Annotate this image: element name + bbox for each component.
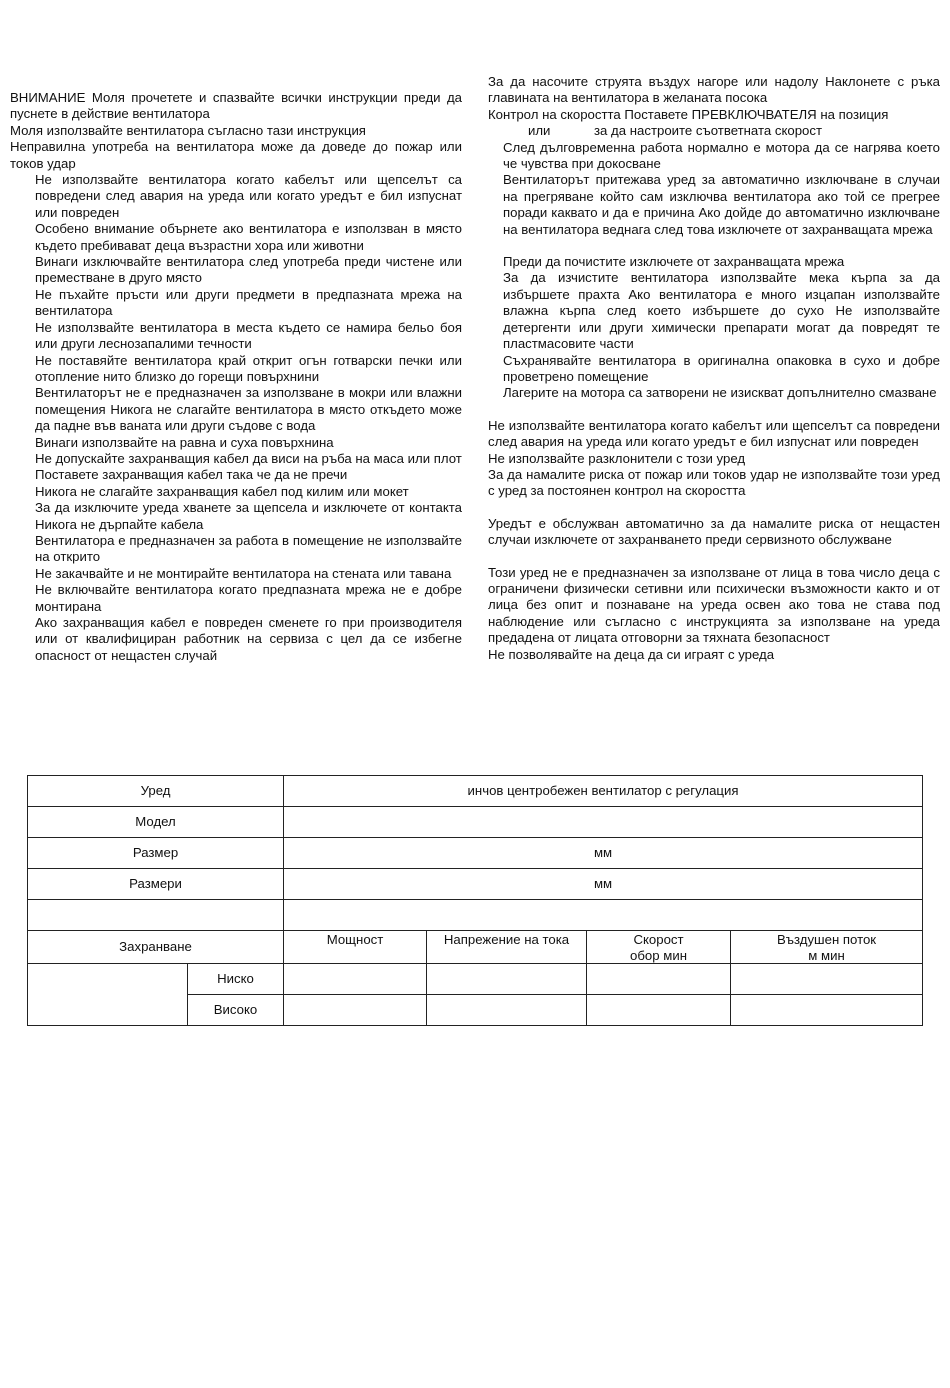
- empty-cell: [427, 995, 587, 1026]
- warning-item: Поставете захранващия кабел така че да не пречи: [35, 467, 348, 483]
- cleaning-item: Съхранявайте вентилатора в оригинална опаковка в сухо и добре проветрено помещение: [503, 352, 940, 384]
- empty-cell: [731, 995, 923, 1026]
- table-header-row: [28, 931, 923, 964]
- device-label: Уред: [28, 776, 284, 807]
- operation-item: След дълговременна работа нормално е мотора да се нагрява което че чувства при докосване: [503, 139, 940, 172]
- warning-item: Вентилатора е предназначен за работа в помещение не използвайте на открито: [35, 532, 462, 565]
- empty-cell: [587, 964, 731, 995]
- device-value: инчов центробежен вентилатор с регулация: [284, 776, 923, 807]
- empty-cell: [284, 964, 427, 995]
- model-label: Модел: [28, 807, 284, 838]
- speed-header-line1: Скорост: [633, 932, 684, 947]
- size-label: Размер: [28, 838, 284, 869]
- left-column: [10, 90, 462, 664]
- service-text: Уредът е обслужван автоматично за да намалите риска от нещастен случаи изключете от захранването преди сервизното обслужване: [488, 515, 940, 548]
- warning-item: Не използвайте вентилатора когато кабелът или щепселът са повредени след авария на уреда или когато уредът е бил изпуснат или повреден: [35, 172, 462, 220]
- spacer: [488, 238, 940, 254]
- row-label-low: Ниско: [188, 964, 284, 995]
- speed-mode-or: или: [528, 123, 551, 139]
- column-header-speed: [587, 931, 731, 964]
- warning-item: Винаги използвайте на равна и суха повърхнина: [35, 434, 334, 450]
- table-row: [28, 869, 923, 900]
- empty-cell: [28, 964, 188, 1026]
- warning-item: Не поставяйте вентилатора край открит огън готварски печки или отопление нито близко до горещи повърхнини: [35, 352, 462, 384]
- operation-item: Вентилаторът притежава уред за автоматично изключване в случаи на прегряване който сам изключва вентилатора ако той се прегрее поради каквато и да е причина Ако дойде до автоматично изключване на вентилатора веднага след това изключете от захранващата мрежа: [503, 172, 940, 237]
- row-label-high: Високо: [188, 995, 284, 1026]
- blank-value: [284, 900, 923, 931]
- table-row: [28, 838, 923, 869]
- dimensions-value: мм: [284, 869, 923, 900]
- column-header-airflow: [731, 931, 923, 964]
- safety-item: Не използвайте разклонители с този уред: [488, 450, 746, 466]
- cleaning-item: Преди да почистите изключете от захранващата мрежа: [503, 254, 845, 270]
- warning-item: Не използвайте вентилатора в места където се намира бельо боя или други леснозапалими течности: [35, 319, 462, 352]
- persons-text: Този уред не е предназначен за използване от лица в това число деца с ограничени физически сетивни или психически възможности както и от лица без опит и познаване на уреда освен ако това не става под наблюдение или съгласно с инструкцията за използване на уреда предадена от лицата отговорни за тяхната безопасност: [488, 564, 940, 646]
- warning-item: Не пъхайте пръсти или други предмети в предпазната мрежа на вентилатора: [35, 286, 462, 319]
- empty-cell: [731, 964, 923, 995]
- warning-item: За да изключите уреда хванете за щепсела и изключете от контакта Никога не дърпайте кабела: [35, 500, 462, 532]
- table-row: [28, 964, 923, 995]
- safety-item: За да намалите риска от пожар или токов удар не използвайте този уред с уред за постоянен контрол на скоростта: [488, 466, 940, 499]
- warning-item: Особено внимание обърнете ако вентилатора е използван в място където пребивават деца възрастни хора или животни: [35, 221, 462, 253]
- airflow-direction-text: За да насочите струята въздух нагоре или надолу Наклонете с ръка главината на вентилатора в желаната посока: [488, 74, 940, 106]
- spacer: [488, 500, 940, 516]
- spacer: [488, 402, 940, 418]
- model-value: [284, 807, 923, 838]
- column-header-voltage: Напрежение на тока: [427, 931, 587, 964]
- warning-item: Не включвайте вентилатора когато предпазната мрежа не е добре монтирана: [35, 582, 462, 614]
- size-value: мм: [284, 838, 923, 869]
- intro-warning: ВНИМАНИЕ Моля прочетете и спазвайте всички инструкции преди да пуснете в действие вентилатора: [10, 90, 462, 122]
- table-row: [28, 900, 923, 931]
- warning-item: Вентилаторът не е предназначен за използване в мокри или влажни помещения Никога не слагайте вентилатора в място откъдето може да падне във ваната или други съдове с вода: [35, 385, 462, 434]
- airflow-header-line1: Въздушен поток: [776, 932, 877, 947]
- dimensions-label: Размери: [28, 869, 284, 900]
- warning-item: Не допускайте захранващия кабел да виси на ръба на маса или плот: [35, 450, 462, 466]
- table-row: [28, 776, 923, 807]
- blank-label: [28, 900, 284, 931]
- intro-use-per-instructions: Моля използвайте вентилатора съгласно тази инструкция: [10, 122, 366, 138]
- empty-cell: [587, 995, 731, 1026]
- spacer: [488, 549, 940, 565]
- warning-item: Не закачвайте и не монтирайте вентилатора на стената или тавана: [35, 565, 452, 581]
- empty-cell: [427, 964, 587, 995]
- power-supply-label: Захранване: [28, 931, 284, 964]
- warning-item: Винаги изключвайте вентилатора след употреба преди чистене или преместване в друго място: [35, 254, 462, 286]
- safety-item: Не използвайте вентилатора когато кабелът или щепселът са повредени след авария на уреда или когато уредът е бил изпуснат или повреден: [488, 417, 940, 450]
- cleaning-item: Лагерите на мотора са затворени не изискват допълнително смазване: [503, 385, 937, 401]
- children-text: Не позволявайте на деца да си играят с уреда: [488, 646, 775, 662]
- speed-mode-note: за да настроите съответната скорост: [594, 123, 822, 139]
- speed-control-text: Контрол на скоростта Поставете ПРЕВКЛЮЧВАТЕЛЯ на позиция: [488, 106, 889, 122]
- empty-cell: [284, 995, 427, 1026]
- speed-header-line2: обор мин: [630, 947, 687, 963]
- table-row: [28, 807, 923, 838]
- right-column: [488, 74, 940, 663]
- airflow-header-line2: м мин: [808, 947, 845, 963]
- warning-item: Никога не слагайте захранващия кабел под килим или мокет: [35, 483, 409, 499]
- column-header-power: Мощност: [284, 931, 427, 964]
- specifications-table: [27, 775, 923, 1026]
- intro-misuse: Неправилна употреба на вентилатора може да доведе до пожар или токов удар: [10, 139, 462, 171]
- cleaning-item: За да изчистите вентилатора използвайте мека кърпа за да избършете прахта Ако вентилатора е много изцапан използвайте влажна кърпа след което избършете до сухо Не използвайте детергенти или други химически препарати могат да повредят те пластмасовите части: [503, 270, 940, 352]
- warning-item: Ако захранващия кабел е повреден сменете го при производителя или от квалифициран работник на сервиза с цел да се избегне опасност от нещастен случай: [35, 615, 462, 663]
- speed-control-modes: [488, 123, 940, 139]
